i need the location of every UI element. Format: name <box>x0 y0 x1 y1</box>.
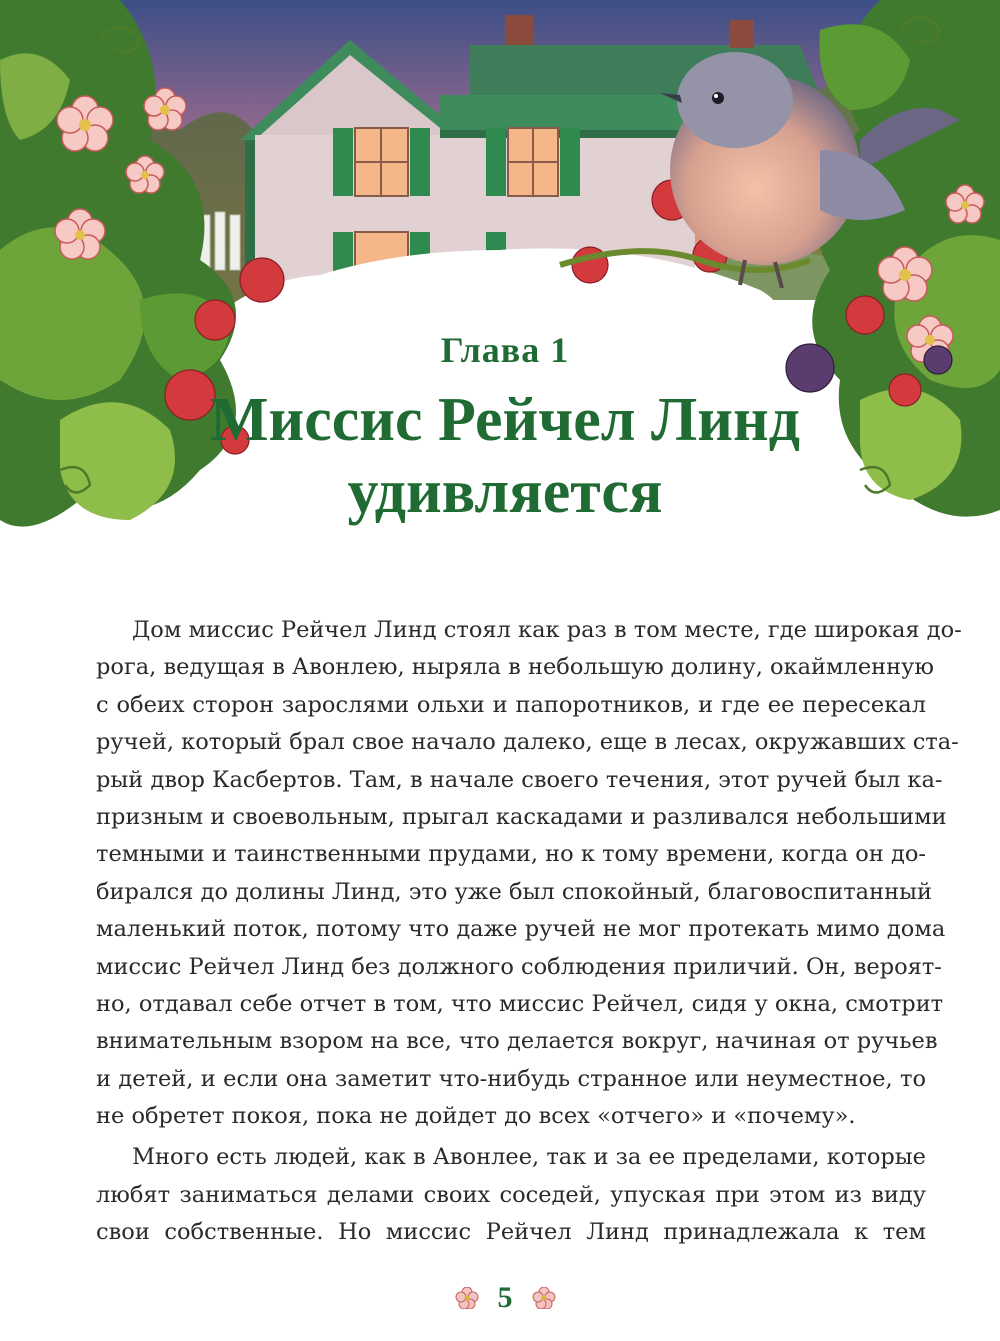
text-line: не обретет покоя, пока не дойдет до всех «отчего» и «почему». <box>96 1103 856 1130</box>
flower-ornament-icon <box>454 1287 480 1309</box>
text-line: но, отдавал себе отчет в том, что миссис Рейчел, сидя у окна, смотрит <box>96 990 944 1017</box>
text-line: свои собственные. Но миссис Рейчел Линд принадлежала к тем <box>96 1219 926 1246</box>
paragraph-1 <box>96 612 962 1135</box>
text-line: рога, ведущая в Авонлею, ныряла в небольшую долину, окаймленную <box>96 654 934 681</box>
body-text <box>96 612 962 1252</box>
text-line: с обеих сторон зарослями ольхи и папоротников, и где ее пересекал <box>96 691 926 718</box>
text-line: ручей, который брал свое начало далеко, еще в лесах, окружавших ста- <box>96 729 959 756</box>
chapter-number: Глава 1 <box>440 330 570 370</box>
page-footer <box>0 1281 1000 1315</box>
text-line: и детей, и если она заметит что-нибудь странное или неуместное, то <box>96 1065 926 1092</box>
text-line: внимательным взором на все, что делается вокруг, начиная от ручьев <box>96 1028 938 1055</box>
text-line: любят заниматься делами своих соседей, упуская при этом из виду <box>96 1181 926 1208</box>
text-line: рый двор Касбертов. Там, в начале своего течения, этот ручей был ка- <box>96 766 943 793</box>
text-line: призным и своевольным, прыгал каскадами и разливался небольшими <box>96 803 947 830</box>
paragraph-2 <box>96 1139 926 1251</box>
chapter-heading <box>0 330 1000 528</box>
text-line: Много есть людей, как в Авонлее, так и за ее пределами, которые <box>132 1144 926 1171</box>
chapter-title-line-2: удивляется <box>347 458 663 526</box>
page-number: 5 <box>497 1281 513 1314</box>
text-line: маленький поток, потому что даже ручей не мог протекать мимо дома <box>96 916 946 943</box>
text-line: миссис Рейчел Линд без должного соблюдения приличий. Он, вероят- <box>96 953 942 980</box>
flower-ornament-icon <box>531 1287 557 1309</box>
chapter-title-line-1: Миссис Рейчел Линд <box>209 386 801 454</box>
text-line: темными и таинственными прудами, но к тому времени, когда он до- <box>96 841 926 868</box>
text-line: Дом миссис Рейчел Линд стоял как раз в том месте, где широкая до- <box>132 617 962 643</box>
text-line: бирался до долины Линд, это уже был спокойный, благовоспитанный <box>96 878 932 905</box>
